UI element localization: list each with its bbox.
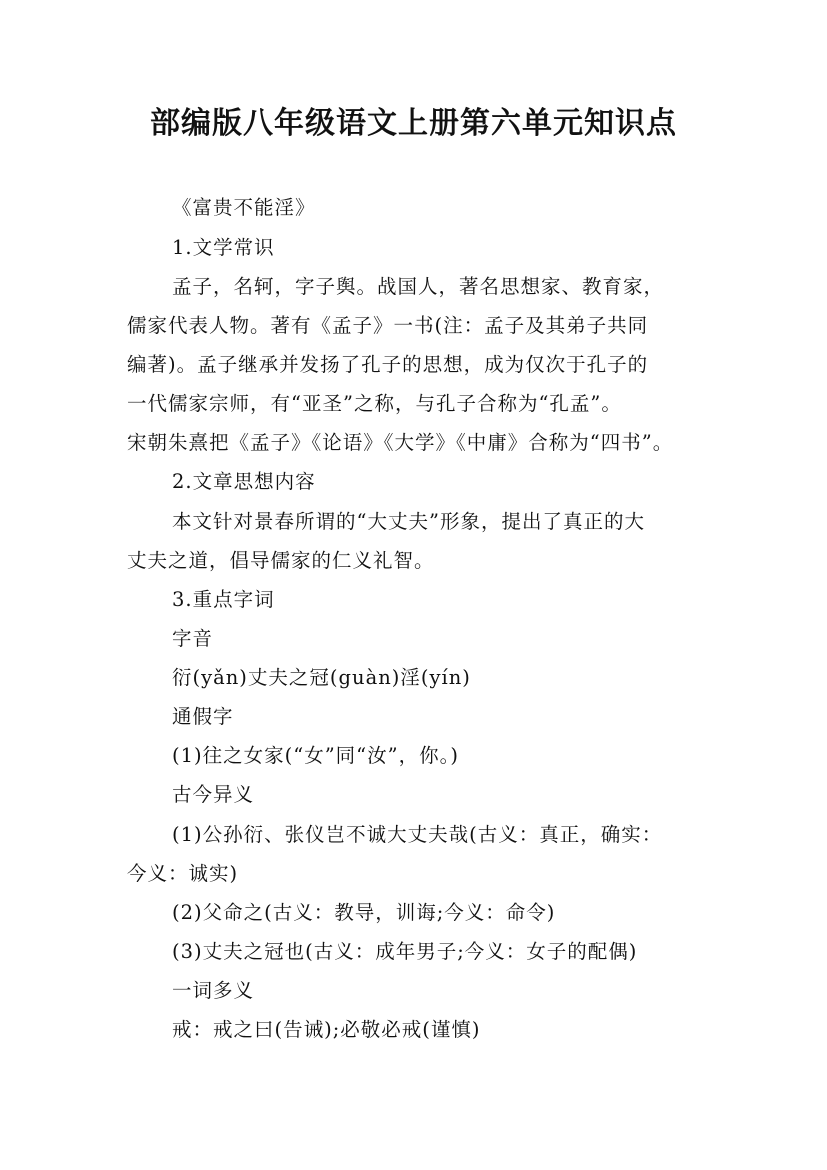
paragraph-line: 儒家代表人物。著有《孟子》一书(注：孟子及其弟子共同 xyxy=(127,314,649,337)
pronunciation-line: 衍(yǎn)丈夫之冠(guàn)淫(yín) xyxy=(172,666,471,689)
subheading-ancient-modern-meaning: 古今异义 xyxy=(172,783,255,806)
heading-key-words: 3.重点字词 xyxy=(172,588,275,611)
document-title: 部编版八年级语文上册第六单元知识点 xyxy=(150,106,677,141)
subheading-interchangeable-chars: 通假字 xyxy=(172,705,234,728)
paragraph-line: 孟子，名轲，字子舆。战国人，著名思想家、教育家， xyxy=(172,275,665,298)
paragraph-line: 本文针对景春所谓的“大丈夫”形象，提出了真正的大 xyxy=(172,510,645,533)
paragraph-line: 编著)。孟子继承并发扬了孔子的思想，成为仅次于孔子的 xyxy=(127,353,649,376)
heading-literary-knowledge: 1.文学常识 xyxy=(172,236,275,259)
list-item: (1)往之女家(“女”同“汝”，你。) xyxy=(172,744,459,767)
subheading-polysemy: 一词多义 xyxy=(172,979,255,1002)
list-item: (2)父命之(古义：教导，训诲;今义：命令) xyxy=(172,901,556,924)
heading-thought-content: 2.文章思想内容 xyxy=(172,470,316,493)
subheading-pronunciation: 字音 xyxy=(172,627,214,650)
paragraph-line: 宋朝朱熹把《孟子》《论语》《大学》《中庸》合称为“四书”。 xyxy=(127,431,674,454)
paragraph-line: 丈夫之道，倡导儒家的仁义礼智。 xyxy=(127,549,435,572)
paragraph-line: 一代儒家宗师，有“亚圣”之称，与孔子合称为“孔孟”。 xyxy=(127,392,622,415)
section-title-fuguibunengyin: 《富贵不能淫》 xyxy=(172,196,316,219)
list-item: (1)公孙衍、张仪岂不诚大丈夫哉(古义：真正，确实： xyxy=(172,823,663,846)
list-item-continued: 今义：诚实) xyxy=(127,862,239,885)
list-item: 戒：戒之曰(告诫);必敬必戒(谨慎) xyxy=(172,1018,481,1041)
list-item: (3)丈夫之冠也(古义：成年男子;今义：女子的配偶) xyxy=(172,940,638,963)
